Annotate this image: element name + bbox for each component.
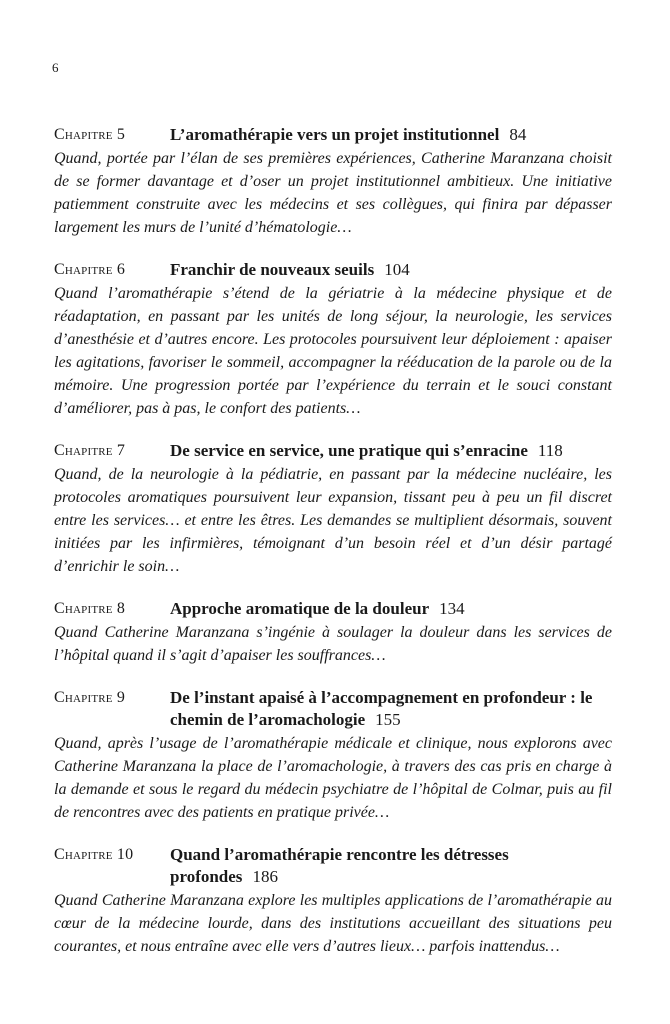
page-number: 6 xyxy=(52,60,59,75)
chapter-label: Chapitre 8 xyxy=(54,600,126,617)
toc-entry-chapter-7 xyxy=(54,440,612,578)
chapter-label: Chapitre 7 xyxy=(54,442,126,459)
chapter-label: Chapitre 10 xyxy=(54,846,134,863)
chapter-title xyxy=(170,124,612,146)
chapter-label: Chapitre 9 xyxy=(54,689,126,706)
chapter-page: 118 xyxy=(537,441,563,460)
toc-entry-chapter-5 xyxy=(54,124,612,239)
chapter-page: 104 xyxy=(384,260,410,279)
chapter-label: Chapitre 6 xyxy=(54,261,126,278)
chapter-page: 186 xyxy=(252,867,278,886)
chapter-page: 84 xyxy=(509,125,527,144)
chapter-title-text: Quand l’aromathérapie rencontre les détresses profondes xyxy=(170,845,509,886)
table-of-contents xyxy=(54,124,612,978)
chapter-description: Quand, de la neurologie à la pédiatrie, en passant par la médecine nucléaire, les protocoles aromatiques poursuivent leur expansion, tissant peu à peu un fil discret entre les services… et entre les êtres. Les demandes se multiplient désormais, souvent initiées par les infirmières, témoignant d’un besoin réel et d’un désir partagé d’enrichir le soin… xyxy=(54,466,612,575)
chapter-label: Chapitre 5 xyxy=(54,126,126,143)
toc-entry-chapter-8 xyxy=(54,598,612,667)
chapter-title xyxy=(170,259,612,281)
chapter-title xyxy=(170,844,612,888)
toc-entry-chapter-6 xyxy=(54,259,612,420)
toc-entry-chapter-10 xyxy=(54,844,612,958)
chapter-description: Quand Catherine Maranzana s’ingénie à soulager la douleur dans les services de l’hôpital quand il s’agit d’apaiser les souffrances… xyxy=(54,624,612,664)
chapter-page: 134 xyxy=(439,599,465,618)
chapter-description: Quand, portée par l’élan de ses premières expériences, Catherine Maranzana choisit de se former davantage et d’oser un projet institutionnel ambitieux. Une initiative patiemment construite avec les médecins et ses collègues, qui finira par dépasser largement les murs de l’unité d’hématologie… xyxy=(54,150,612,236)
chapter-description: Quand l’aromathérapie s’étend de la gériatrie à la médecine physique et de réadaptation, en passant par les unités de long séjour, la neurologie, les services d’anesthésie et d’autres encore. Les protocoles poursuivent leur déploiement : apaiser les agitations, favoriser le sommeil, accompagner la rééducation de la parole ou de la mémoire. Une progression portée par l’expérience du terrain et le souci constant d’améliorer, pas à pas, le confort des patients… xyxy=(54,285,612,417)
chapter-title-text: L’aromathérapie vers un projet institutionnel xyxy=(170,125,500,144)
chapter-page: 155 xyxy=(375,710,401,729)
chapter-description: Quand Catherine Maranzana explore les multiples applications de l’aromathérapie au cœur de la médecine lourde, dans des institutions accueillant des situations peu courantes, et nous entraîne avec elle vers d’autres lieux… parfois inattendus… xyxy=(54,892,612,955)
chapter-title-text: Approche aromatique de la douleur xyxy=(170,599,430,618)
chapter-title xyxy=(170,598,612,620)
chapter-title xyxy=(170,440,612,462)
chapter-title xyxy=(170,687,612,731)
chapter-description: Quand, après l’usage de l’aromathérapie médicale et clinique, nous explorons avec Catherine Maranzana la place de l’aromachologie, à travers des cas pris en charge à la demande et sous le regard du médecin psychiatre de l’hôpital de Colmar, puis au fil de rencontres avec des patients en pratique privée… xyxy=(54,735,612,821)
chapter-title-text: De service en service, une pratique qui s’enracine xyxy=(170,441,528,460)
toc-entry-chapter-9 xyxy=(54,687,612,824)
chapter-title-text: Franchir de nouveaux seuils xyxy=(170,260,375,279)
chapter-title-text: De l’instant apaisé à l’accompagnement en profondeur : le chemin de l’aromachologie xyxy=(170,688,593,729)
